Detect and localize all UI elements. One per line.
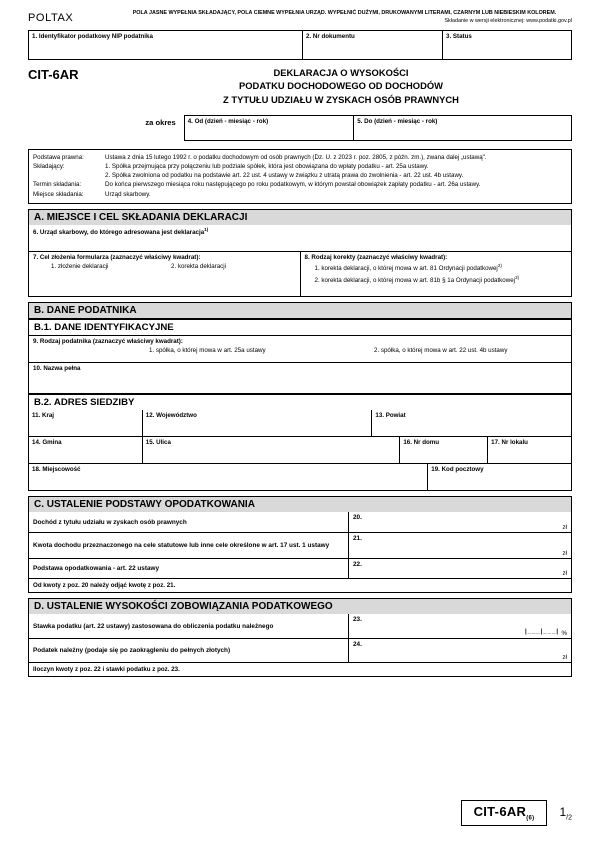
- voivodeship-field[interactable]: [143, 410, 373, 436]
- page-number-current: 1: [559, 805, 567, 819]
- taxpayer-type-option-1[interactable]: 1. spółka, o której mowa w art. 25a ustawy: [149, 347, 266, 355]
- title-block: [28, 66, 572, 107]
- filer-value-2: 2. Spółka zwolniona od podatku na podstawie art. 22 ust. 4 ustawy w związku z utratą prawa do zwolnienia - art. 22 ust. 4b ustawy.: [105, 172, 464, 180]
- full-name-field[interactable]: [29, 362, 571, 393]
- county-label: 13. Powiat: [375, 412, 406, 420]
- status-label: 3. Status: [446, 32, 472, 40]
- row-24-unit: zł: [562, 654, 567, 662]
- status-field[interactable]: [443, 31, 571, 59]
- row-23-number: 23.: [353, 616, 362, 624]
- period-to-field[interactable]: [353, 115, 572, 141]
- row-22-unit: zł: [562, 570, 567, 578]
- period-to-label: 5. Do (dzień - miesiąc - rok): [357, 117, 438, 125]
- row-22-description: Podstawa opodatkowania - art. 22 ustawy: [29, 559, 349, 578]
- municipality-label: 14. Gmina: [32, 439, 62, 447]
- row-20-description: Dochód z tytułu udziału w zyskach osób prawnych: [29, 512, 349, 532]
- footer-form-code: [461, 800, 548, 826]
- place-value: Urząd skarbowy.: [105, 190, 151, 198]
- apartment-number-field[interactable]: [488, 437, 571, 463]
- legal-basis-value: Ustawa z dnia 15 lutego 1992 r. o podatku dochodowym od osób prawnych (Dz. U. z 2023 r. poz. 2805, z późn. zm.), zwana dalej „ustawą".: [105, 153, 487, 161]
- apartment-number-label: 17. Nr lokalu: [491, 439, 528, 447]
- table-row: [29, 512, 571, 532]
- purpose-option-1[interactable]: 1. złożenie deklaracji: [51, 263, 109, 271]
- taxpayer-type-label: 9. Rodzaj podatnika (zaznaczyć właściwy kwadrat):: [33, 338, 183, 346]
- full-name-label: 10. Nazwa pełna: [33, 365, 81, 373]
- document-number-field[interactable]: [303, 31, 443, 59]
- row-21-value[interactable]: [349, 533, 571, 558]
- row-24-description: Podatek należny (podaje się po zaokrągleniu do pełnych złotych): [29, 639, 349, 662]
- section-b1-body: [28, 335, 572, 394]
- municipality-field[interactable]: [29, 437, 143, 463]
- street-field[interactable]: [143, 437, 401, 463]
- address-row-3: [29, 463, 571, 490]
- page-footer: [461, 800, 572, 826]
- poltax-logo: POLTAX: [28, 12, 74, 24]
- table-row: [29, 558, 571, 578]
- row-20-number: 20.: [353, 514, 362, 522]
- row-21-unit: zł: [562, 550, 567, 558]
- row-20-unit: zł: [562, 524, 567, 532]
- taxpayer-type-option-2[interactable]: 2. spółka, o której mowa w art. 22 ust. 4b ustawy: [374, 347, 508, 355]
- country-label: 11. Kraj: [32, 412, 55, 420]
- place-label: Miejsce składania:: [33, 190, 84, 198]
- city-field[interactable]: [29, 464, 428, 490]
- purpose-field[interactable]: [29, 252, 301, 296]
- correction-type-field[interactable]: [301, 252, 572, 296]
- section-d-title: D. USTALENIE WYSOKOŚCI ZOBOWIĄZANIA PODATKOWEGO: [28, 598, 572, 614]
- page-number-total: /2: [566, 814, 572, 822]
- row-24-number: 24.: [353, 641, 362, 649]
- table-row: [29, 532, 571, 558]
- address-row-1: [29, 410, 571, 436]
- page-title-line3: Z TYTUŁU UDZIAŁU W ZYSKACH OSÓB PRAWNYCH: [223, 93, 459, 105]
- form-code: CIT-6AR: [28, 66, 79, 82]
- correction-option-1-footnote-marker: 2): [497, 263, 502, 269]
- section-c-body: [28, 512, 572, 593]
- purpose-correction-row: [29, 251, 571, 296]
- purpose-option-2[interactable]: 2. korekta deklaracji: [171, 263, 227, 271]
- section-d-body: [28, 614, 572, 677]
- page-number: [559, 805, 572, 821]
- county-field[interactable]: [372, 410, 571, 436]
- tax-office-label: 6. Urząd skarbowy, do którego adresowana jest deklaracja: [33, 229, 205, 237]
- section-d-note: Iloczyn kwoty z poz. 22 i stawki podatku z poz. 23.: [29, 662, 571, 676]
- footer-form-code-text: CIT-6AR: [473, 804, 527, 820]
- page-title-line2: PODATKU DOCHODOWEGO OD DOCHODÓW: [239, 80, 443, 92]
- section-c-note: Od kwoty z poz. 20 należy odjąć kwotę z poz. 21.: [29, 578, 571, 592]
- row-22-number: 22.: [353, 561, 362, 569]
- correction-option-2-footnote-marker: 3): [515, 275, 520, 281]
- row-23-description: Stawka podatku (art. 22 ustawy) zastosowana do obliczenia podatku należnego: [29, 614, 349, 638]
- form-sheet: [28, 10, 572, 677]
- table-row: [29, 638, 571, 662]
- fill-instructions-line2: Składanie w wersji elektronicznej: www.podatki.gov.pl: [444, 17, 572, 24]
- section-b2-body: [28, 410, 572, 491]
- tax-office-footnote-marker: 1): [204, 227, 209, 233]
- document-number-label: 2. Nr dokumentu: [306, 32, 355, 40]
- period-label: za okres: [145, 117, 176, 127]
- row-21-number: 21.: [353, 535, 362, 543]
- place-row: [33, 190, 567, 199]
- row-23-value[interactable]: [349, 614, 571, 638]
- row-20-value[interactable]: [349, 512, 571, 532]
- house-number-label: 16. Nr domu: [403, 439, 440, 447]
- nip-field-label: 1. Identyfikator podatkowy NIP podatnika: [32, 32, 153, 40]
- term-row: [33, 180, 567, 189]
- street-label: 15. Ulica: [145, 439, 171, 447]
- period-from-field[interactable]: [184, 115, 354, 141]
- row-23-guides: |___|___|: [524, 629, 559, 636]
- section-b-title: B. DANE PODATNIKA: [28, 302, 572, 319]
- identification-row: [28, 30, 572, 60]
- correction-option-2[interactable]: 2. korekta deklaracji, o której mowa w art. 81b § 1a Ordynacji podatkowej: [314, 277, 516, 285]
- tax-office-field[interactable]: [29, 225, 571, 251]
- footer-form-code-version: (6): [526, 816, 535, 822]
- filer-label: Składający:: [33, 162, 65, 170]
- legal-basis-row: [33, 153, 567, 162]
- nip-field[interactable]: [29, 31, 303, 59]
- postal-code-label: 19. Kod pocztowy: [431, 466, 484, 474]
- postal-code-field[interactable]: [428, 464, 571, 490]
- section-c-title: C. USTALENIE PODSTAWY OPODATKOWANIA: [28, 496, 572, 512]
- row-24-value[interactable]: [349, 639, 571, 662]
- country-field[interactable]: [29, 410, 143, 436]
- house-number-field[interactable]: [400, 437, 488, 463]
- row-22-value[interactable]: [349, 559, 571, 578]
- purpose-label: 7. Cel złożenia formularza (zaznaczyć właściwy kwadrat):: [33, 254, 201, 262]
- period-row: [28, 115, 572, 141]
- legal-basis-label: Podstawa prawna:: [33, 153, 84, 161]
- table-row: [29, 614, 571, 638]
- filer-row: [33, 162, 567, 181]
- correction-type-label: 8. Rodzaj korekty (zaznaczyć właściwy kwadrat):: [304, 254, 448, 262]
- section-b2-title: B.2. ADRES SIEDZIBY: [28, 394, 572, 410]
- row-21-description: Kwota dochodu przeznaczonego na cele statutowe lub inne cele określone w art. 17 ust. 1 ustawy: [29, 533, 349, 558]
- fill-instructions-line1: POLA JASNE WYPEŁNIA SKŁADAJĄCY, POLA CIEMNE WYPEŁNIA URZĄD. WYPEŁNIĆ DUŻYMI, DRUKOWANYMI LITERAMI, CZARNYM LUB NIEBIESKIM KOLOREM.: [132, 10, 557, 16]
- page-title-line1: DEKLARACJA O WYSOKOŚCI: [273, 66, 409, 78]
- row-23-unit: %: [561, 630, 567, 638]
- address-row-2: [29, 436, 571, 463]
- voivodeship-label: 12. Województwo: [145, 412, 197, 420]
- fill-instructions: [117, 10, 572, 26]
- filer-value-1: 1. Spółka przejmująca przy połączeniu lub podziale spółek, która jest obowiązana do wpłaty podatku - art. 25a ustawy.: [105, 162, 429, 170]
- city-label: 18. Miejscowość: [32, 466, 81, 474]
- legal-basis-block: [28, 149, 572, 204]
- taxpayer-type-field[interactable]: [29, 335, 571, 362]
- section-a-title: A. MIEJSCE I CEL SKŁADANIA DEKLARACJI: [28, 209, 572, 225]
- page-title: [120, 66, 572, 107]
- term-value: Do końca pierwszego miesiąca roku następującego po roku podatkowym, w którym powstał obowiązek zapłaty podatku - art. 26a ustawy.: [105, 181, 481, 189]
- term-label: Termin składania:: [33, 181, 82, 189]
- section-a-body: [28, 225, 572, 297]
- period-from-label: 4. Od (dzień - miesiąc - rok): [187, 117, 269, 125]
- correction-option-1[interactable]: 1. korekta deklaracji, o której mowa w art. 81 Ordynacji podatkowej: [314, 265, 498, 273]
- top-header: [28, 10, 572, 26]
- section-b1-title: B.1. DANE IDENTYFIKACYJNE: [28, 319, 572, 335]
